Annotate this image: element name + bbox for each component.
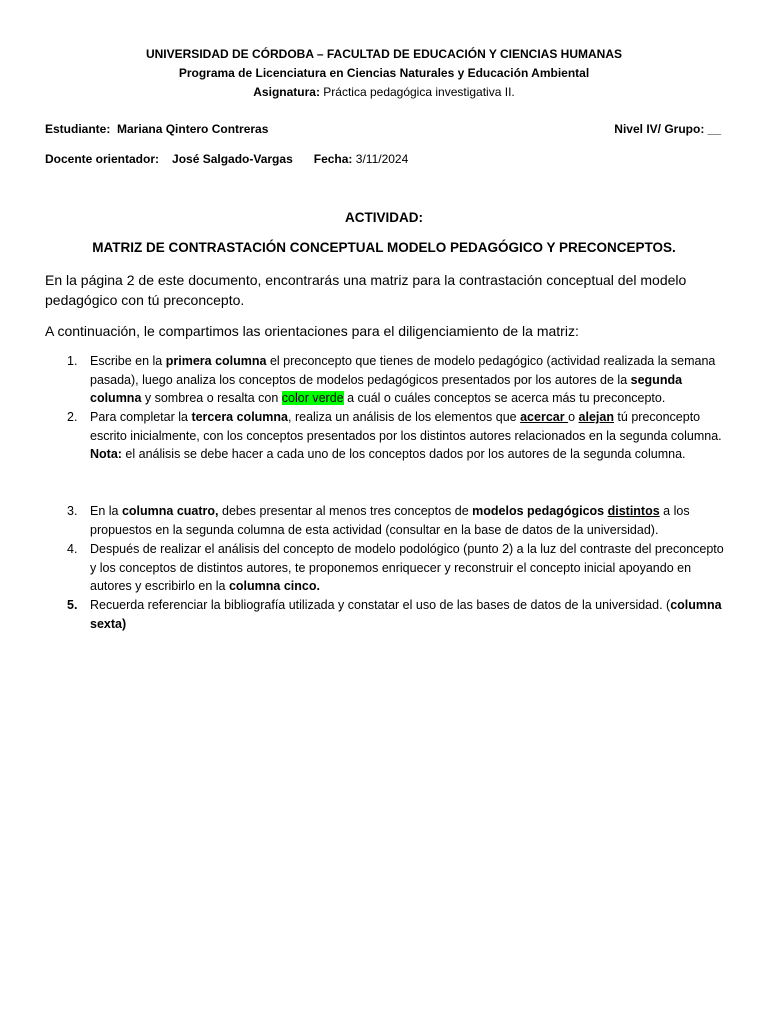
item-text: Después de realizar el análisis del concepto de modelo podológico (punto 2) a la luz del contraste del preconcepto y los conceptos de distintos autores, te proponemos enriquecer y reconstruir el concepto inicial apoyando en autores y escribirlo en la columna cinco.	[90, 542, 724, 594]
intro-paragraph: En la página 2 de este documento, encontrarás una matriz para la contrastación conceptual del modelo pedagógico con tú preconcepto.	[45, 272, 687, 308]
item-number: 1.	[67, 354, 78, 368]
date-label: Fecha:	[313, 152, 353, 166]
activity-subtitle: MATRIZ DE CONTRASTACIÓN CONCEPTUAL MODELO PEDAGÓGICO Y PRECONCEPTOS.	[92, 240, 676, 255]
item-number: 2.	[67, 410, 78, 424]
note-label: Nota:	[90, 447, 122, 462]
subject-value: Práctica pedagógica investigativa II.	[319, 85, 515, 99]
item-text: Para completar la tercera columna, realiza un análisis de los elementos que acercar o alejan tú preconcepto escrito inicialmente, con los conceptos presentados por los distintos autores relacionados en la segunda columna. Nota: el análisis se debe hacer a cada uno de los conceptos dados por los autores de la segunda columna.	[90, 410, 722, 462]
subject-label: Asignatura:	[253, 85, 320, 99]
item-number: 4.	[67, 542, 78, 556]
teacher-line	[45, 152, 408, 166]
level-group: Nivel IV/ Grupo: __	[614, 122, 721, 136]
student-name: Mariana Qintero Contreras	[117, 122, 269, 136]
student-label: Estudiante:	[45, 122, 111, 136]
note-text: el análisis se debe hacer a cada uno de los conceptos dados por los autores de la segunda columna.	[121, 447, 686, 462]
student-line	[45, 122, 268, 136]
item-number: 5.	[67, 598, 78, 612]
teacher-name: José Salgado-Vargas	[172, 152, 293, 166]
green-highlight: color verde	[281, 391, 344, 406]
activity-title: ACTIVIDAD:	[345, 210, 423, 225]
subject-line	[0, 85, 768, 99]
item-text: En la columna cuatro, debes presentar al menos tres conceptos de modelos pedagógicos distintos a los propuestos en la segunda columna de esta actividad (consultar en la base de datos de la universidad).	[90, 504, 690, 537]
university-heading: UNIVERSIDAD DE CÓRDOBA – FACULTAD DE EDUCACIÓN Y CIENCIAS HUMANAS	[145, 47, 623, 61]
instructions-intro: A continuación, le compartimos las orientaciones para el diligenciamiento de la matriz:	[45, 323, 579, 339]
teacher-label: Docente orientador:	[45, 152, 160, 166]
program-heading: Programa de Licenciatura en Ciencias Naturales y Educación Ambiental	[178, 66, 590, 80]
item-number: 3.	[67, 504, 78, 518]
date-value: 3/11/2024	[352, 152, 409, 166]
item-text: Recuerda referenciar la bibliografía utilizada y constatar el uso de las bases de datos de la universidad. (columna sexta)	[90, 598, 722, 631]
item-text: Escribe en la primera columna el preconcepto que tienes de modelo pedagógico (actividad realizada la semana pasada), luego analiza los conceptos de modelos pedagógicos presentados por los autores de la segunda columna y sombrea o resalta con color verde a cuál o cuáles conceptos se acerca más tu preconcepto.	[90, 354, 716, 406]
